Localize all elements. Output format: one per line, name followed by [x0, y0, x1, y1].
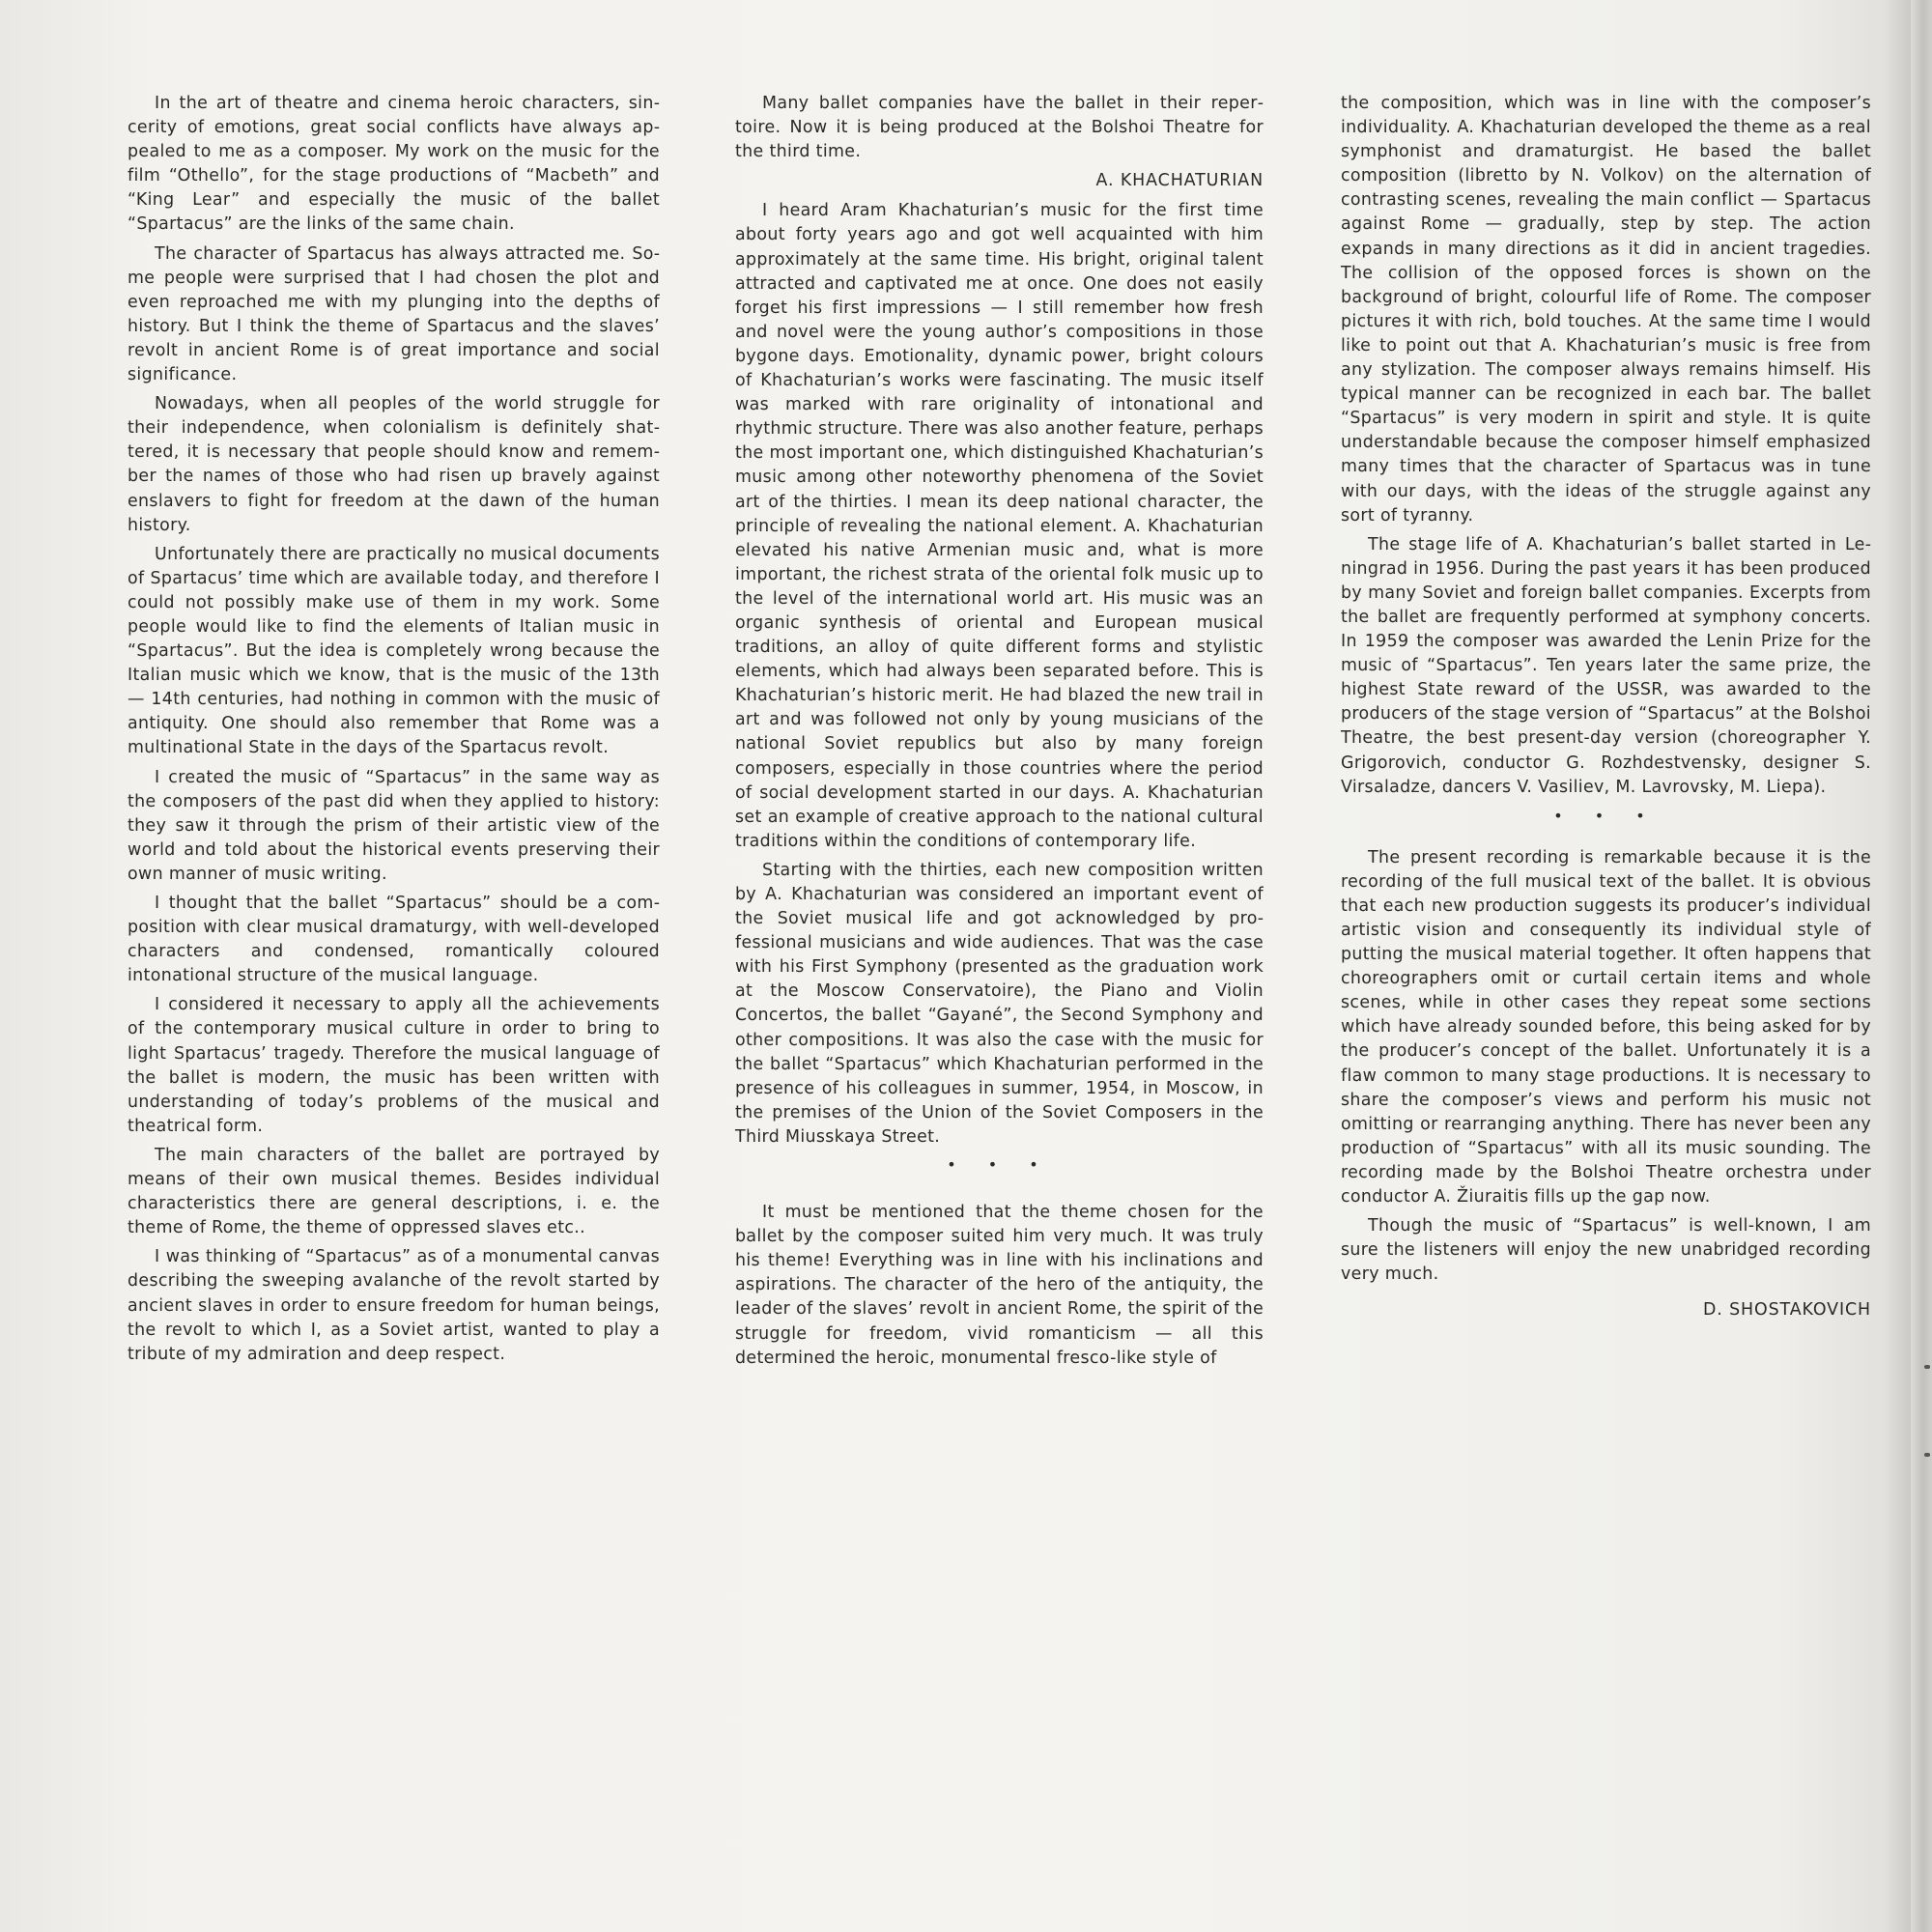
paragraph: The stage life of A. Khachaturian’s ballet started in Leningrad in 1956. During the past years it has been produced by many Soviet and foreign ballet companies. Excerpts from the ballet are frequently performed at symphony concerts. In 1959 the composer was awarded the Lenin Prize for the music of “Spartacus”. Ten years later the same prize, the highest State reward of the USSR, was awarded to the producers of the stage version of “Spartacus” at the Bolshoi Theatre, the best present-day version (choreographer Y. Grigorovich, conductor G. Rozhdestvensky, designer S. Virsaladze, dancers V. Vasiliev, M. Lavrovsky, M. Liepa).: [1341, 534, 1871, 797]
paragraph: Nowadays, when all peoples of the world struggle for their independence, when colonialism is definitely shattered, it is necessary that people should know and remember the names of those who had risen up bravely against enslavers to fight for freedom at the dawn of the human history.: [128, 394, 660, 535]
paragraph: Starting with the thirties, each new composition written by A. Khachaturian was considered an important event of the Soviet musical life and got acknowledged by professional musicians and wide audiences. That was the case with his First Symphony (presented as the graduation work at the Moscow Conservatoire), the Piano and Violin Concertos, the ballet “Gayané”, the Second Symphony and other compositions. It was also the case with the music for the ballet “Spartacus” which Khachaturian performed in the presence of his colleagues in summer, 1954, in Moscow, in the premises of the Union of the Soviet Composers in the Third Miusskaya Street.: [735, 860, 1264, 1147]
paragraph: Many ballet companies have the ballet in their repertoire. Now it is being produced at the Bolshoi Theatre for the third time.: [735, 94, 1264, 162]
paragraph: I considered it necessary to apply all the achievements of the contemporary musical culture in order to bring to light Spartacus’ tragedy. Therefore the musical language of the ballet is modern, the music has been written with understanding of today’s problems of the musical and theatrical form.: [128, 995, 660, 1136]
column-shostakovich-essay: [1341, 92, 1871, 1329]
column-khachaturian-essay: [128, 92, 660, 1372]
paragraph: The main characters of the ballet are portrayed by means of their own musical themes. Besides individual characteristics there are general descriptions, i. e. the theme of Rome, the theme of oppressed slaves etc..: [128, 1145, 660, 1238]
author-signature-khachaturian: A. KHACHATURIAN: [1095, 171, 1264, 191]
paragraph: I thought that the ballet “Spartacus” should be a composition with clear musical dramaturgy, with well-developed characters and condensed, romantically coloured intonational structure of the musical language.: [128, 894, 660, 986]
paragraph: I heard Aram Khachaturian’s music for the first time about forty years ago and got well acquainted with him approximately at the same time. His bright, original talent attracted and captivated me at once. One does not easily forget his first impressions — I still remember how fresh and novel were the young author’s compositions in those bygone days. Emotionality, dynamic power, bright colours of Khachaturian’s works were fascinating. The music itself was marked with rare originality of intonational and rhythmic structure. There was also another feature, perhaps the most important one, which distinguished Khachaturian’s music among other noteworthy phenomena of the Soviet art of the thirties. I mean its deep national character, the principle of revealing the national element. A. Khachaturian elevated his native Armenian music and, what is more important, the richest strata of the oriental folk music up to the level of the international world art. His music was an organic synthesis of oriental and European musical traditions, an alloy of quite different forms and stylistic elements, which had always been separated before. This is Khachaturian’s historic merit. He had blazed the new trail in art and was followed not only by young musicians of the national Soviet republics but also by many foreign composers, especially in those countries where the period of social development started in our days. A. Khachaturian set an example of creative approach to the national cultural traditions within the conditions of contemporary life.: [735, 201, 1264, 851]
paragraph: The character of Spartacus has always attracted me. Some people were surprised that I had chosen the plot and even reproached me with my plunging into the depths of history. But I think the theme of Spartacus and the slaves’ revolt in ancient Rome is of great importance and social significance.: [128, 243, 660, 385]
paragraph: I created the music of “Spartacus” in the same way as the composers of the past did when they applied to history: they saw it through the prism of their artistic view of the world and told about the historical events preserving their own manner of music writing.: [128, 767, 660, 884]
column-middle: [735, 92, 1264, 1376]
paragraph: Unfortunately there are practically no musical documents of Spartacus’ time which are available today, and therefore I could not possibly make use of them in my work. Some people would like to find the elements of Italian music in “Spartacus”. But the idea is completely wrong because the Italian music which we know, that is the music of the 13th — 14th centuries, had nothing in common with the music of antiquity. One should also remember that Rome was a multinational State in the days of the Spartacus revolt.: [128, 544, 660, 758]
paragraph: The present recording is remarkable because it is the recording of the full musical text of the ballet. It is obvious that each new production suggests its producer’s individual artistic vision and consequently its individual style of putting the musical material together. It often happens that choreographers omit or curtail certain items and whole scenes, while in other cases they repeat some sections which have already sounded before, this being asked for by the producer’s concept of the ballet. Unfortunately it is a flaw common to many stage productions. It is necessary to share the composer’s views and perform his music not omitting or rearranging anything. There has never been any production of “Spartacus” with all its music sounding. The recording made by the Bolshoi Theatre orchestra under conductor A. Žiuraitis fills up the gap now.: [1341, 847, 1871, 1208]
author-signature-shostakovich: D. SHOSTAKOVICH: [1702, 1300, 1871, 1321]
paragraph: It must be mentioned that the theme chosen for the ballet by the composer suited him very much. It was truly his theme! Everything was in line with his inclinations and aspirations. The character of the hero of the antiquity, the leader of the slaves’ revolt in ancient Rome, the spirit of the struggle for freedom, vivid romanticism — all this determined the heroic, monumental fresco-like style of: [735, 1203, 1264, 1368]
edge-mark: [1924, 1365, 1930, 1369]
edge-mark: [1924, 1453, 1930, 1457]
paragraph: the composition, which was in line with the composer’s individuality. A. Khachaturian developed the theme as a real symphonist and dramaturgist. He based the ballet composition (libretto by N. Volkov) on the alternation of contrasting scenes, revealing the main conflict — Spartacus against Rome — gradually, step by step. The action expands in many directions as it did in ancient tragedies. The collision of the opposed forces is shown on the background of bright, colourful life of Rome. The composer pictures it with rich, bold touches. At the same time I would like to point out that A. Khachaturian’s music is free from any stylization. The composer always remains himself. His typical manner can be recognized in each bar. The ballet “Spartacus” is very modern in spirit and style. It is quite understandable because the composer himself emphasized many times that the character of Spartacus was in tune with our days, with the ideas of the struggle against any sort of tyranny.: [1341, 94, 1871, 526]
paragraph: In the art of theatre and cinema heroic characters, sincerity of emotions, great social conflicts have always appealed to me as a composer. My work on the music for the film “Othello”, for the stage productions of “Macbeth” and “King Lear” and especially the music of the ballet “Spartacus” are the links of the same chain.: [128, 94, 660, 235]
paragraph: Though the music of “Spartacus” is well-known, I am sure the listeners will enjoy the new unabridged recording very much.: [1341, 1216, 1871, 1285]
paragraph: I was thinking of “Spartacus” as of a monumental canvas describing the sweeping avalanche of the revolt started by ancient slaves in order to ensure freedom for human beings, the revolt to which I, as a Soviet artist, wanted to play a tribute of my admiration and deep respect.: [128, 1247, 660, 1364]
section-separator: • • •: [947, 1155, 1052, 1175]
sleeve-edge: [1911, 0, 1932, 1932]
section-separator: • • •: [1553, 806, 1659, 825]
